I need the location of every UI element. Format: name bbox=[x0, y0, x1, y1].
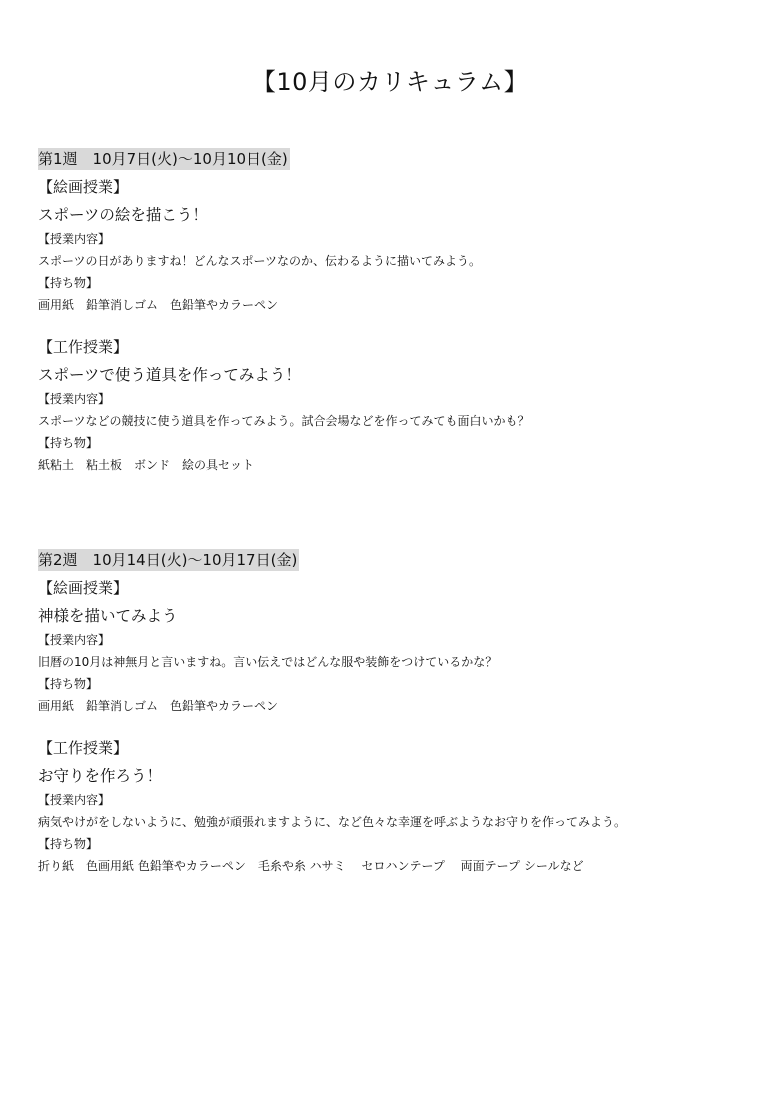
content-label: 【授業内容】 bbox=[38, 232, 111, 246]
items-label: 【持ち物】 bbox=[38, 677, 99, 691]
lesson-type-label: 【絵画授業】 bbox=[38, 178, 129, 196]
content-text: スポーツの日がありますね！どんなスポーツなのか、伝わるように描いてみよう。 bbox=[38, 254, 482, 268]
painting-lesson bbox=[38, 577, 738, 715]
lesson-type-label: 【工作授業】 bbox=[38, 338, 129, 356]
craft-lesson bbox=[38, 336, 738, 474]
items-label: 【持ち物】 bbox=[38, 837, 99, 851]
week-2-section bbox=[38, 549, 738, 875]
lesson-type-label: 【絵画授業】 bbox=[38, 579, 129, 597]
week-1-section bbox=[38, 148, 738, 474]
lesson-title: スポーツの絵を描こう！ bbox=[38, 206, 208, 224]
lesson-title: スポーツで使う道具を作ってみよう！ bbox=[38, 366, 301, 384]
content-text: 病気やけがをしないように、勉強が頑張れますように、など色々な幸運を呼ぶようなお守りを作ってみよう。 bbox=[38, 815, 627, 829]
items-text: 画用紙 鉛筆消しゴム 色鉛筆やカラーペン bbox=[38, 298, 279, 312]
craft-lesson bbox=[38, 737, 738, 875]
items-text: 画用紙 鉛筆消しゴム 色鉛筆やカラーペン bbox=[38, 699, 279, 713]
content-label: 【授業内容】 bbox=[38, 392, 111, 406]
content-label: 【授業内容】 bbox=[38, 793, 111, 807]
painting-lesson bbox=[38, 176, 738, 314]
content-text: 旧暦の10月は神無月と言いますね。言い伝えではどんな服や装飾をつけているかな？ bbox=[38, 655, 498, 669]
week-header: 第2週 10月14日(火)〜10月17日(金) bbox=[38, 551, 298, 569]
items-text: 紙粘土 粘土板 ボンド 絵の具セット bbox=[38, 458, 255, 472]
items-text: 折り紙 色画用紙 色鉛筆やカラーペン 毛糸や糸 ハサミ セロハンテープ 両面テープ シールなど bbox=[38, 859, 584, 873]
lesson-title: お守りを作ろう！ bbox=[38, 767, 163, 785]
page-title: 【10月のカリキュラム】 bbox=[251, 68, 529, 96]
content-label: 【授業内容】 bbox=[38, 633, 111, 647]
lesson-title: 神様を描いてみよう bbox=[38, 607, 178, 625]
content-text: スポーツなどの競技に使う道具を作ってみよう。試合会場などを作ってみても面白いかも？ bbox=[38, 414, 530, 428]
lesson-type-label: 【工作授業】 bbox=[38, 739, 129, 757]
items-label: 【持ち物】 bbox=[38, 436, 99, 450]
items-label: 【持ち物】 bbox=[38, 276, 99, 290]
week-header: 第1週 10月7日(火)〜10月10日(金) bbox=[38, 150, 288, 168]
